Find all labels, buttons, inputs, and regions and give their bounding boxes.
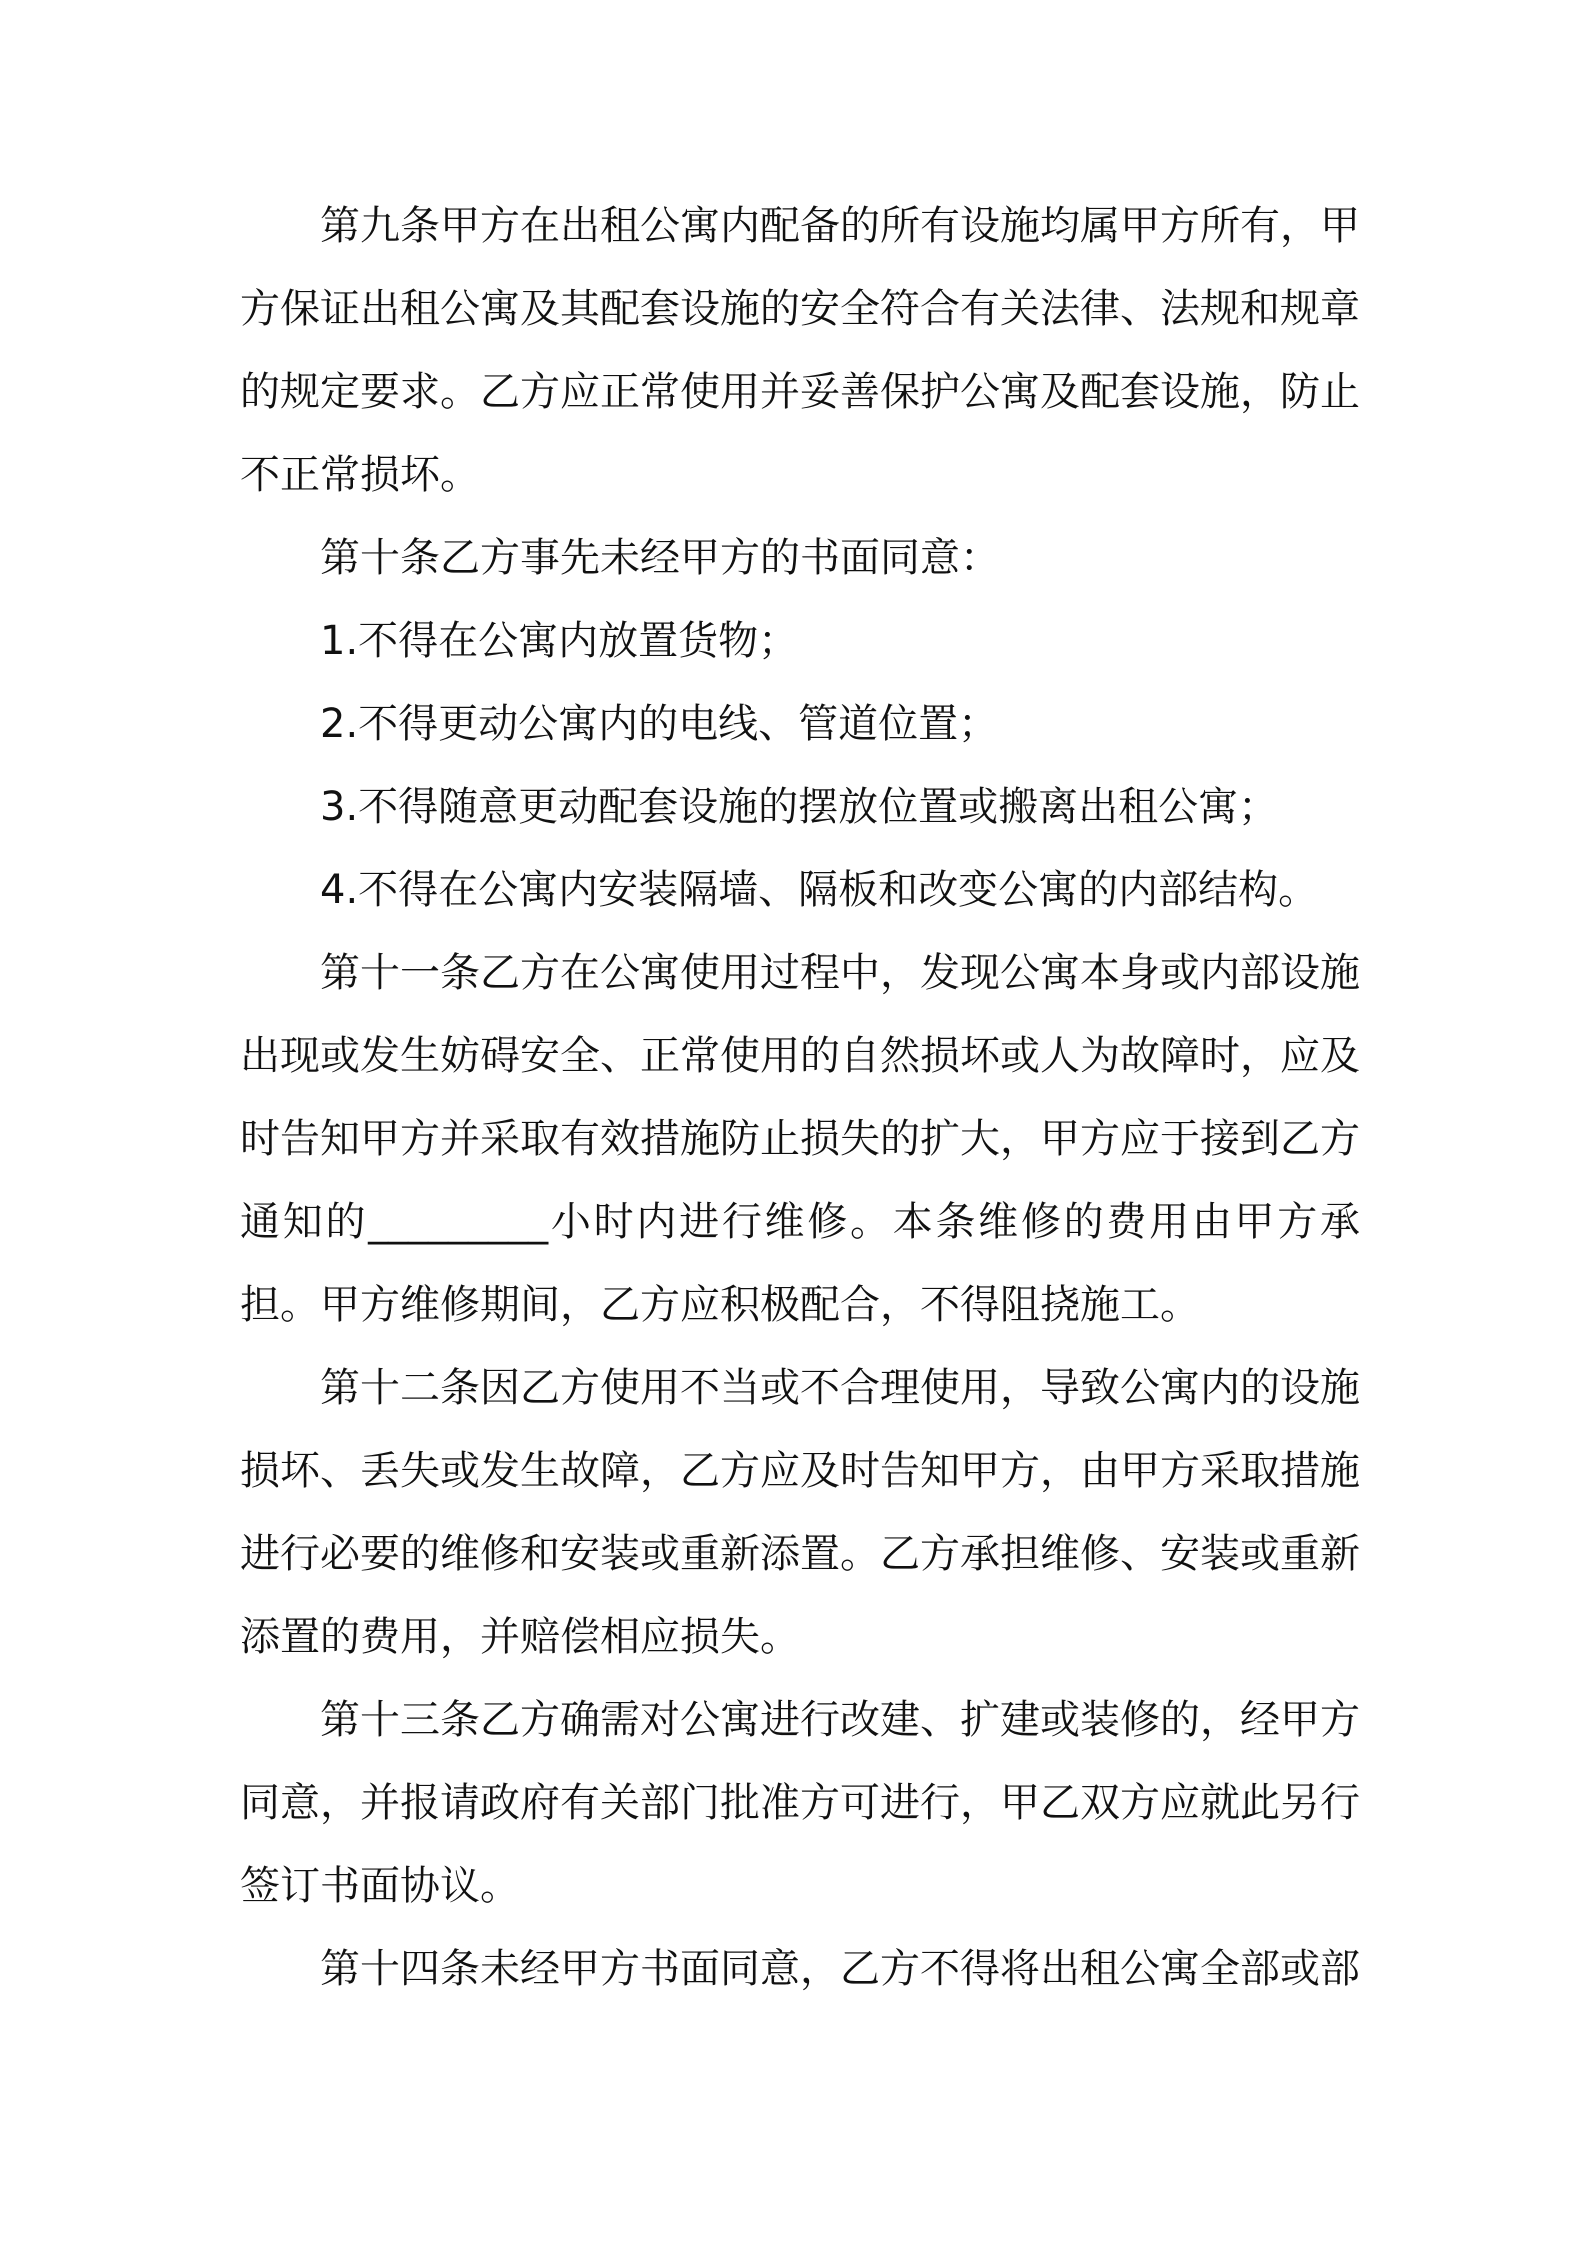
paragraph-article-9: 第九条甲方在出租公寓内配备的所有设施均属甲方所有，甲方保证出租公寓及其配套设施的安全符合有关法律、法规和规章的规定要求。乙方应正常使用并妥善保护公寓及配套设施，防止不正常损坏。 — [240, 203, 1360, 498]
paragraph-article-13: 第十三条乙方确需对公寓进行改建、扩建或装修的，经甲方同意，并报请政府有关部门批准方可进行，甲乙双方应就此另行签订书面协议。 — [240, 1697, 1360, 1909]
list-item-2: 2.不得更动公寓内的电线、管道位置； — [320, 701, 999, 747]
paragraph-article-14: 第十四条未经甲方书面同意，乙方不得将出租公寓全部或部 — [320, 1946, 1360, 1992]
list-item-1: 1.不得在公寓内放置货物； — [320, 618, 799, 664]
list-item-4: 4.不得在公寓内安装隔墙、隔板和改变公寓的内部结构。 — [320, 867, 1319, 913]
paragraph-article-10: 第十条乙方事先未经甲方的书面同意： — [320, 535, 1000, 581]
document-body — [240, 185, 1360, 2011]
paragraph-article-11: 第十一条乙方在公寓使用过程中，发现公寓本身或内部设施出现或发生妨碍安全、正常使用的自然损坏或人为故障时，应及时告知甲方并采取有效措施防止损失的扩大，甲方应于接到乙方通知的_________小时内进行维修。本条维修的费用由甲方承担。甲方维修期间，乙方应积极配合，不得阻挠施工。 — [240, 950, 1360, 1328]
paragraph-article-12: 第十二条因乙方使用不当或不合理使用，导致公寓内的设施损坏、丢失或发生故障，乙方应及时告知甲方，由甲方采取措施进行必要的维修和安装或重新添置。乙方承担维修、安装或重新添置的费用，并赔偿相应损失。 — [240, 1365, 1360, 1660]
list-item-3: 3.不得随意更动配套设施的摆放位置或搬离出租公寓； — [320, 784, 1279, 830]
